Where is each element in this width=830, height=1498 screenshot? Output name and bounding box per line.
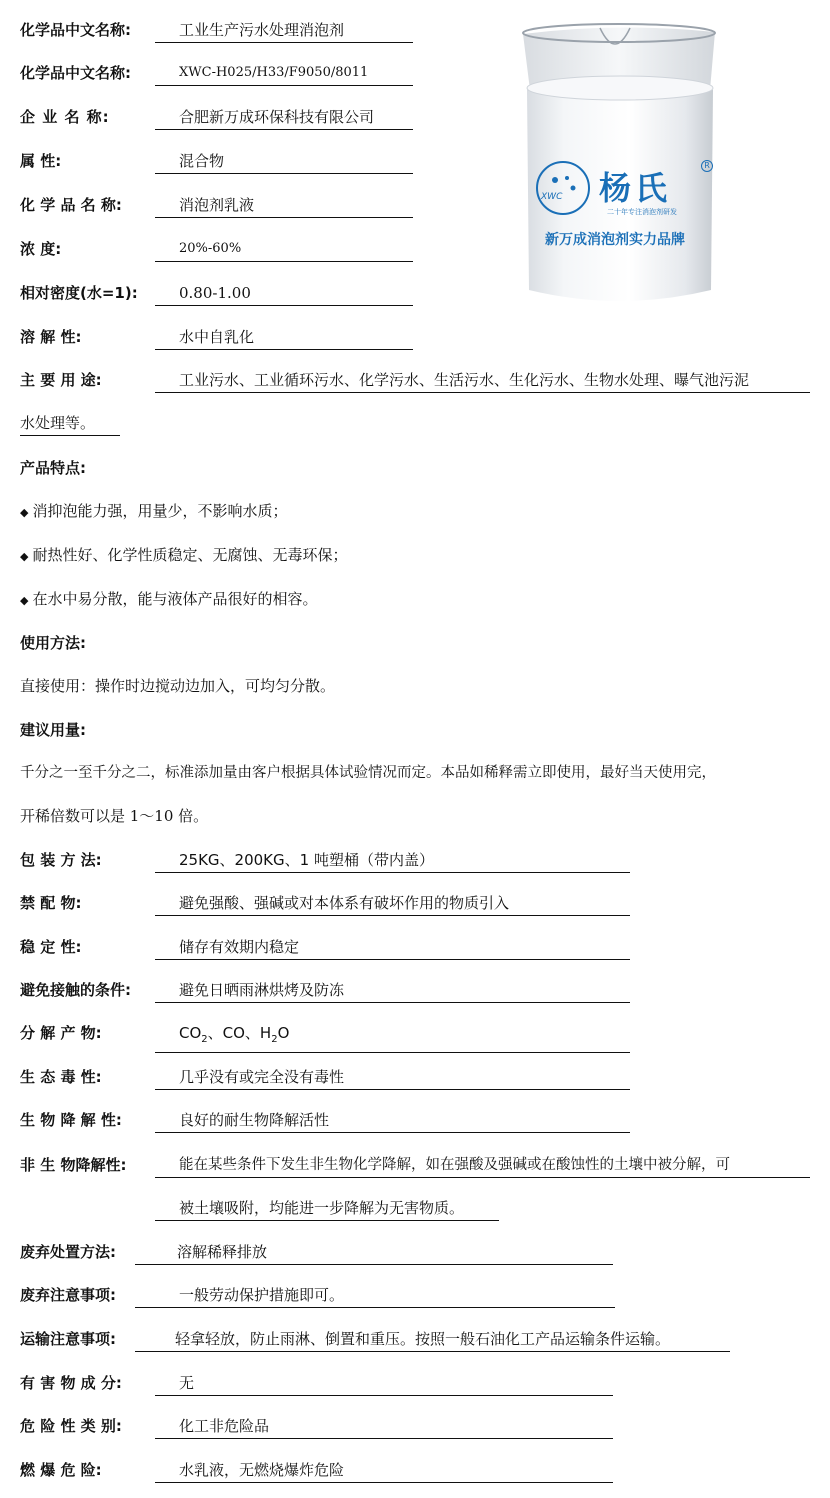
method-heading: 使用方法: <box>20 634 86 652</box>
field-label: 稳 定 性: <box>20 938 82 956</box>
field-value: 一般劳动保护措施即可。 <box>135 1285 615 1308</box>
field-value: 良好的耐生物降解活性 <box>155 1110 630 1133</box>
dosage-heading: 建议用量: <box>20 721 86 739</box>
feature-item: ◆ 消抑泡能力强，用量少，不影响水质； <box>20 502 288 520</box>
registered-mark: R <box>701 160 713 172</box>
nonbio-line2: 被土壤吸附，均能进一步降解为无害物质。 <box>155 1198 499 1221</box>
field-label: 化学品中文名称: <box>20 21 131 39</box>
field-value: 水乳液，无燃烧爆炸危险 <box>155 1460 613 1483</box>
field-label: 废弃处置方法: <box>20 1243 116 1261</box>
field-value: 避免强酸、强碱或对本体系有破坏作用的物质引入 <box>155 893 630 916</box>
field-label: 生 物 降 解 性: <box>20 1111 122 1129</box>
diamond-icon: ◆ <box>20 594 29 607</box>
nonbio-value: 能在某些条件下发生非生物化学降解，如在强酸及强碱或在酸蚀性的土壤中被分解，可 <box>155 1155 810 1178</box>
field-value: 混合物 <box>155 151 413 174</box>
field-value: 几乎没有或完全没有毒性 <box>155 1067 630 1090</box>
field-label: 相对密度(水=1): <box>20 284 138 302</box>
dosage-line1: 千分之一至千分之二，标准添加量由客户根据具体试验情况而定。本品如稀释需立即使用，最好当天使用完， <box>20 765 716 781</box>
field-label: 禁 配 物: <box>20 894 82 912</box>
field-value: 工业生产污水处理消泡剂 <box>155 20 413 43</box>
diamond-icon: ◆ <box>20 506 29 519</box>
field-label: 废弃注意事项: <box>20 1286 116 1304</box>
field-label: 运输注意事项: <box>20 1330 116 1348</box>
field-label: 包 装 方 法: <box>20 851 102 869</box>
brand-sub: 二十年专注消泡剂研发 <box>607 208 677 216</box>
usage-label: 主 要 用 途: <box>20 371 102 389</box>
field-value: 消泡剂乳液 <box>155 195 413 218</box>
brand-name: 杨氏 <box>599 169 672 207</box>
method-text: 直接使用：操作时边搅动边加入，可均匀分散。 <box>20 677 336 695</box>
nonbio-label: 非 生 物降解性: <box>20 1156 127 1174</box>
usage-value: 工业污水、工业循环污水、化学污水、生活污水、生化污水、生物水处理、曝气池污泥 <box>155 370 810 393</box>
slogan: 新万成消泡剂实力品牌 <box>545 232 685 248</box>
usage-line2: 水处理等。 <box>20 413 120 436</box>
decomposition-value: $CO_2$、CO、$H_2O$ <box>155 1023 630 1053</box>
diamond-icon: ◆ <box>20 550 29 563</box>
field-label: 化学品中文名称: <box>20 64 131 82</box>
field-label: 有 害 物 成 分: <box>20 1374 122 1392</box>
feature-item: ◆ 在水中易分散，能与液体产品很好的相容。 <box>20 590 318 608</box>
field-value: 避免日晒雨淋烘烤及防冻 <box>155 980 630 1003</box>
field-value: 化工非危险品 <box>155 1416 613 1439</box>
field-value: 无 <box>155 1373 613 1396</box>
feature-item: ◆ 耐热性好、化学性质稳定、无腐蚀、无毒环保； <box>20 546 348 564</box>
field-label: 燃 爆 危 险: <box>20 1461 102 1479</box>
field-value: 25KG、200KG、1 吨塑桶（带内盖） <box>155 850 630 873</box>
field-label: 企 业 名 称: <box>20 108 110 126</box>
field-label: 分 解 产 物: <box>20 1024 102 1042</box>
field-value: 0.80-1.00 <box>155 283 413 306</box>
field-label: 化 学 品 名 称: <box>20 196 122 214</box>
field-value: 溶解稀释排放 <box>135 1242 613 1265</box>
field-value: 水中自乳化 <box>155 327 413 350</box>
field-label: 避免接触的条件: <box>20 981 131 999</box>
dosage-line2: 开稀倍数可以是 1～10 倍。 <box>20 807 209 825</box>
logo-text: XWC <box>541 192 563 202</box>
features-heading: 产品特点: <box>20 459 86 477</box>
field-value: 轻拿轻放，防止雨淋、倒置和重压。按照一般石油化工产品运输条件运输。 <box>135 1329 730 1352</box>
field-value: XWC-H025/H33/F9050/8011 <box>155 63 413 86</box>
field-label: 生 态 毒 性: <box>20 1068 102 1086</box>
field-value: 储存有效期内稳定 <box>155 937 630 960</box>
product-image <box>515 20 730 310</box>
field-label: 危 险 性 类 别: <box>20 1417 122 1435</box>
field-value: 合肥新万成环保科技有限公司 <box>155 107 413 130</box>
field-label: 浓 度: <box>20 240 62 258</box>
field-label: 属 性: <box>20 152 62 170</box>
field-value: 20%-60% <box>155 239 413 262</box>
field-label: 溶 解 性: <box>20 328 82 346</box>
